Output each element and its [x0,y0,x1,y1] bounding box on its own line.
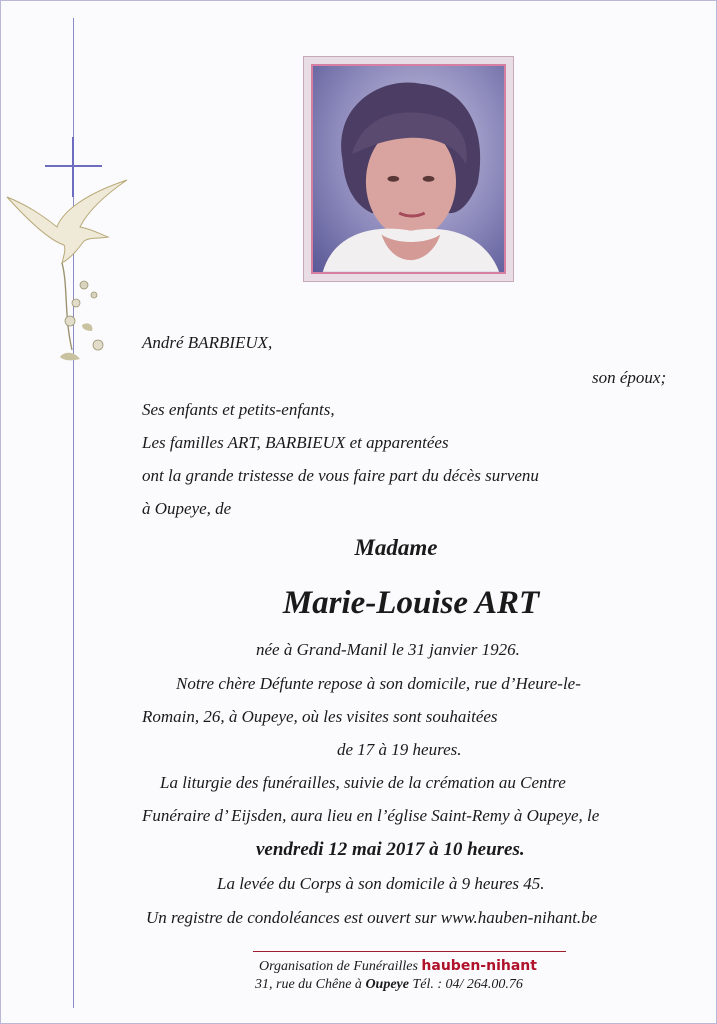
location-line: à Oupeye, de [142,499,232,518]
birth-line: née à Grand-Manil le 31 janvier 1926. [256,640,520,659]
announcement-line: ont la grande tristesse de vous faire part du décès survenu [142,466,539,485]
dove-icon [2,175,132,375]
husband-name: André BARBIEUX, [142,333,273,352]
address-street: 31, rue du Chêne à [255,977,362,992]
footer-org-label: Organisation de Funérailles [259,959,418,974]
footer-organisation [259,958,537,975]
portrait-photo [311,64,506,274]
deceased-title: Madame [354,535,438,560]
children-line: Ses enfants et petits-enfants, [142,400,335,419]
levee-line: La levée du Corps à son domicile à 9 heures 45. [217,874,545,893]
cross-icon-bar [45,165,102,167]
brand-logo: hauben-nihant [421,958,537,974]
footer-address [255,977,523,993]
repose-line-3: de 17 à 19 heures. [337,740,462,759]
liturgy-line-1: La liturgie des funérailles, suivie de la crémation au Centre [160,773,566,792]
husband-role: son époux; [592,368,667,387]
deceased-name: Marie-Louise ART [282,585,540,621]
liturgy-line-2: Funéraire d’ Eijsden, aura lieu en l’église Saint-Remy à Oupeye, le [142,806,600,825]
footer-separator [253,951,566,952]
address-phone: Tél. : 04/ 264.00.76 [412,977,523,992]
families-line: Les familles ART, BARBIEUX et apparentées [142,433,449,452]
funeral-date: vendredi 12 mai 2017 à 10 heures. [256,839,525,860]
repose-line-2: Romain, 26, à Oupeye, où les visites sont souhaitées [142,707,498,726]
registry-line: Un registre de condoléances est ouvert sur www.hauben-nihant.be [146,908,598,927]
address-city: Oupeye [365,977,409,992]
repose-line-1: Notre chère Défunte repose à son domicile, rue d’Heure-le- [176,674,581,693]
